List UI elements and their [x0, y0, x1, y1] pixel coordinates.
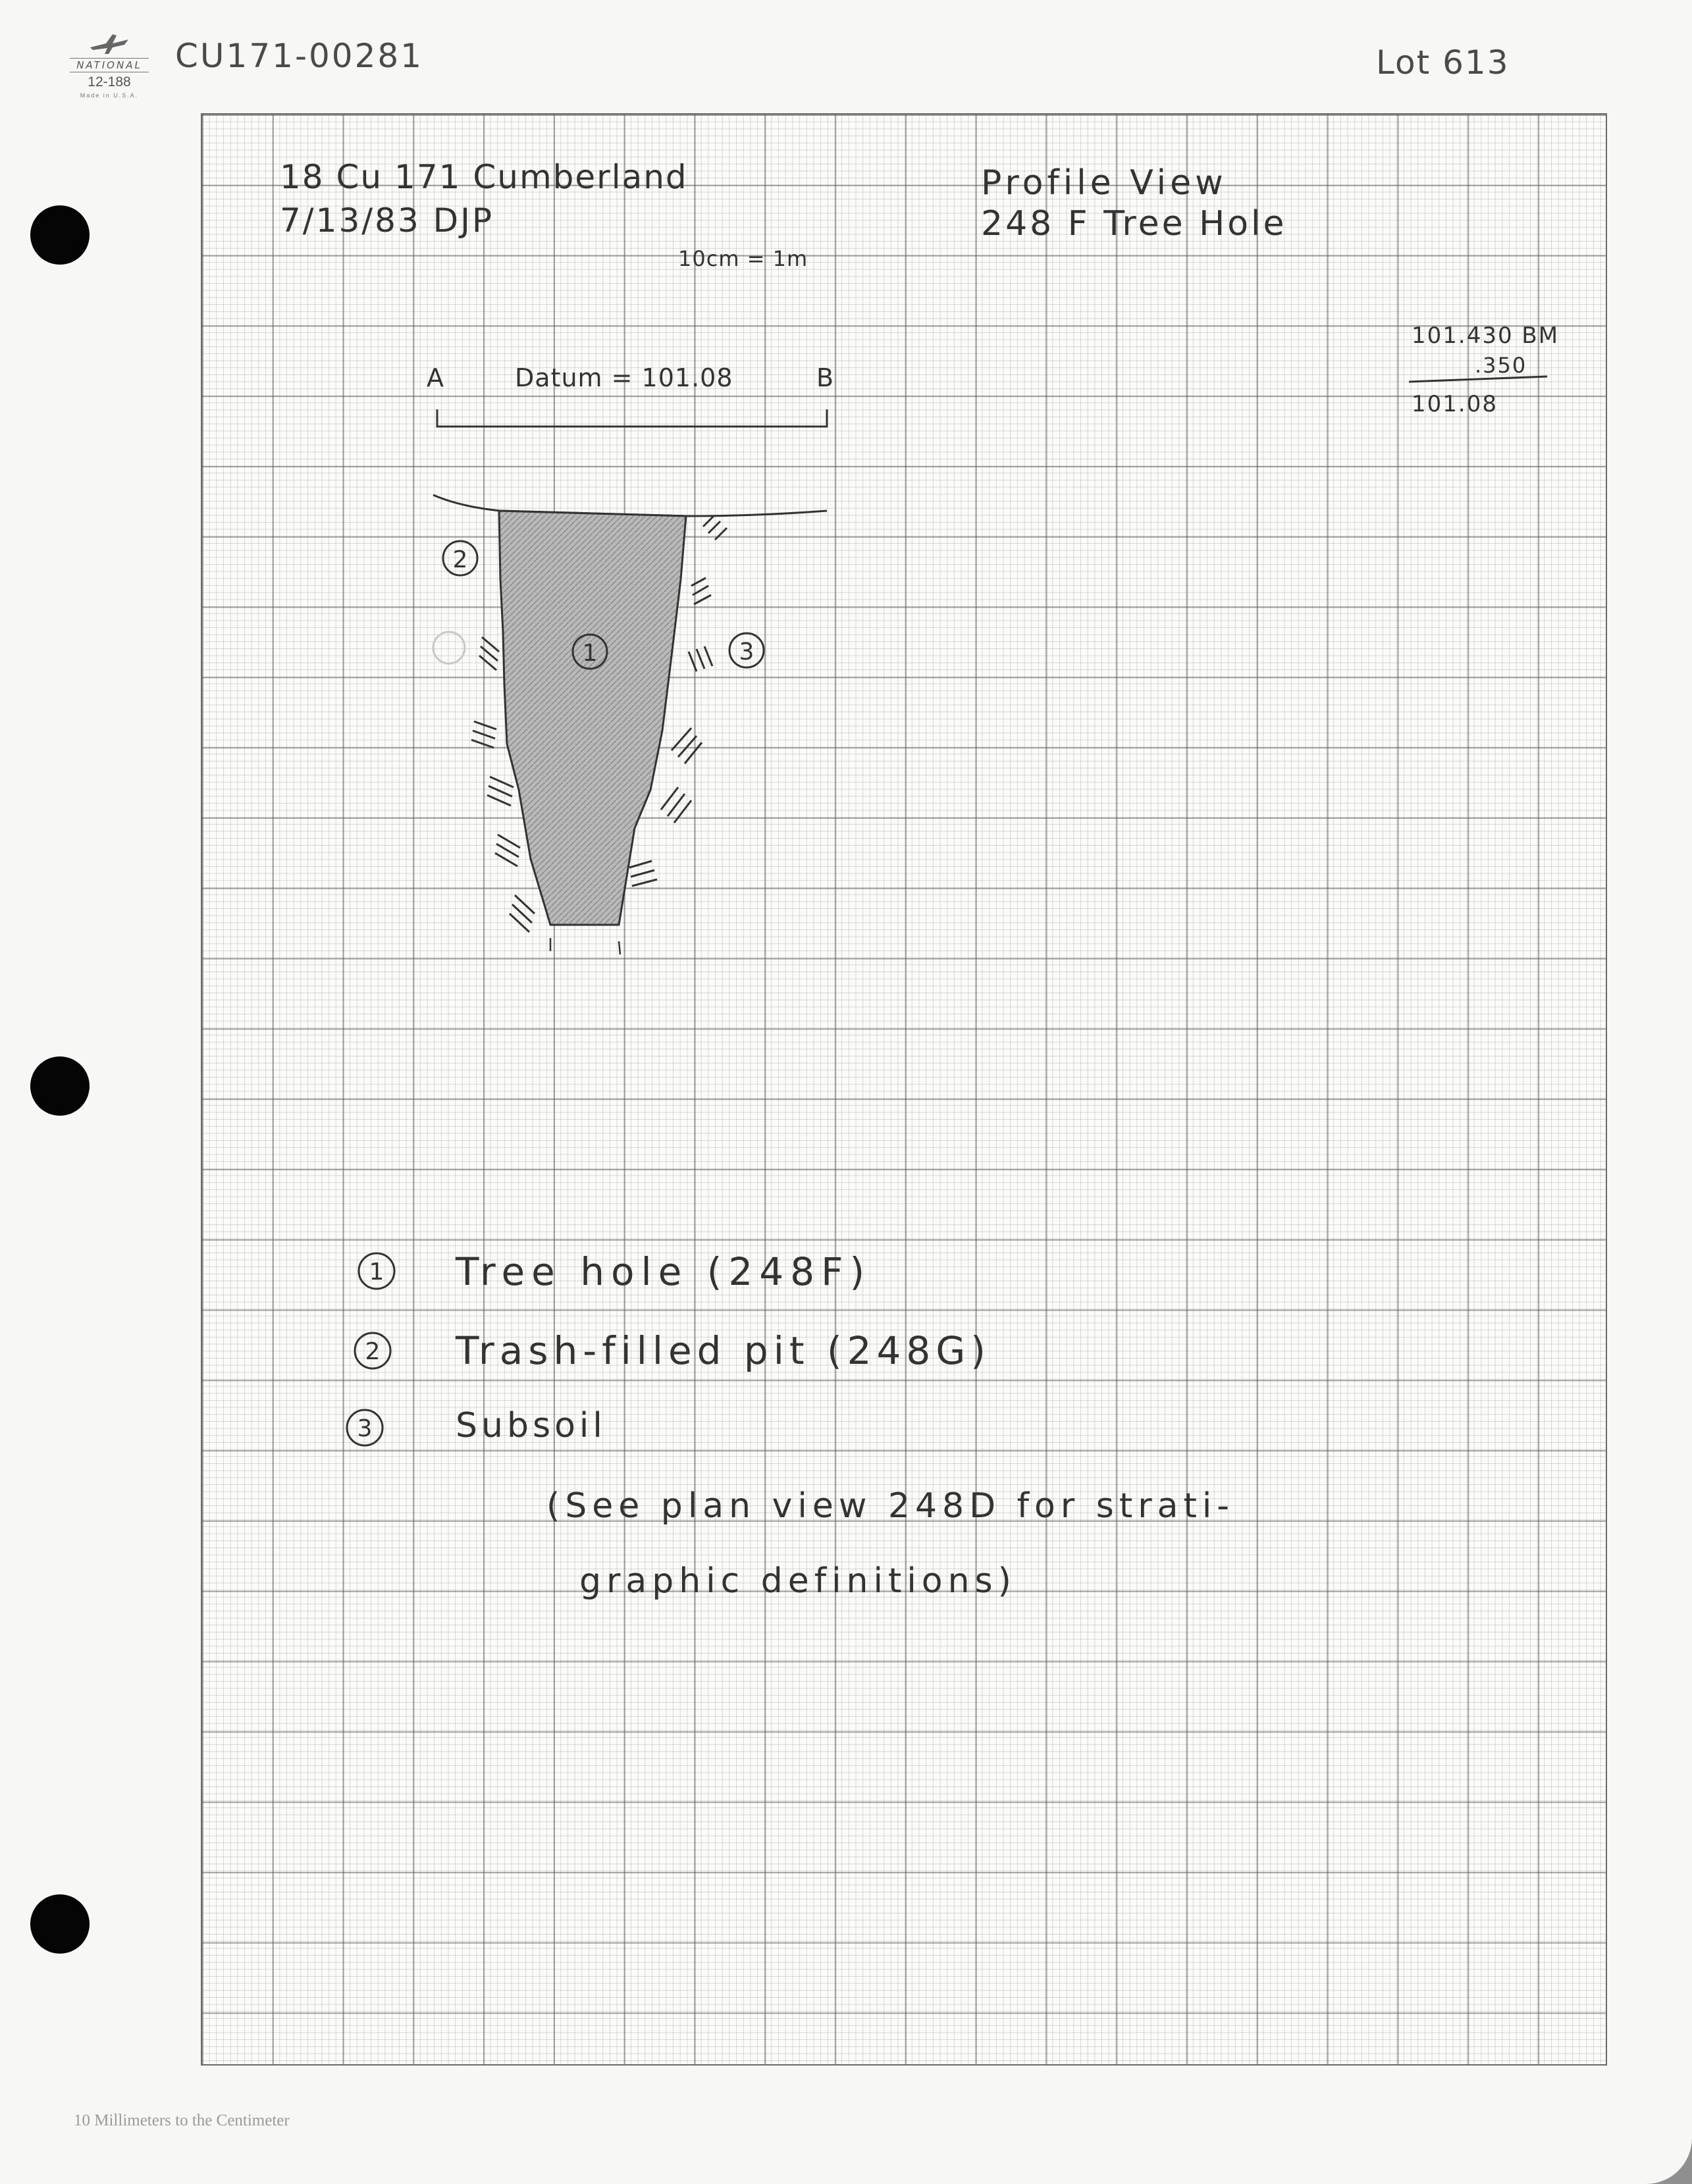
erased-circle-mark [433, 632, 465, 663]
legend-3-text: Subsoil [456, 1406, 606, 1445]
view-subtitle: 248 F Tree Hole [981, 204, 1287, 244]
view-title: Profile View [981, 163, 1227, 203]
made-in-label: Made in U.S.A. [80, 92, 139, 99]
paper-scale-note: 10 Millimeters to the Centimeter [74, 2112, 290, 2129]
feature-3-label: 3 [739, 638, 754, 665]
legend-2-number: 2 [365, 1338, 381, 1365]
brand-name: NATIONAL [70, 58, 149, 72]
benchmark-elevation: 101.430 BM [1412, 323, 1560, 349]
profile-point-b: B [816, 363, 834, 392]
drawing-scale: 10cm = 1m [678, 246, 808, 271]
product-code: 12-188 [88, 74, 131, 90]
datum-label: Datum = 101.08 [515, 363, 733, 392]
legend-3-number: 3 [357, 1415, 373, 1442]
legend-1-text: Tree hole (248F) [456, 1249, 872, 1294]
feature-1-label: 1 [582, 640, 598, 667]
note-line-1: (See plan view 248D for strati- [546, 1486, 1235, 1526]
site-number: 18 Cu 171 Cumberland [280, 158, 688, 196]
note-line-2: graphic definitions) [579, 1561, 1017, 1601]
catalog-number: CU171-00281 [175, 37, 424, 75]
lot-number: Lot 613 [1376, 43, 1510, 82]
datum-line [437, 409, 827, 427]
legend-2-text: Trash-filled pit (248G) [456, 1328, 991, 1373]
feature-2-label: 2 [452, 546, 468, 573]
datum-result: 101.08 [1412, 391, 1498, 417]
tree-hole-feature [499, 511, 686, 925]
subtraction-rule [1409, 377, 1547, 382]
instrument-offset: .350 [1475, 353, 1527, 378]
profile-point-a: A [427, 363, 444, 392]
ground-surface-line [433, 495, 827, 516]
base-tick-right [619, 941, 620, 954]
legend-1-number: 1 [369, 1259, 384, 1286]
date-initials: 7/13/83 DJP [280, 201, 494, 240]
